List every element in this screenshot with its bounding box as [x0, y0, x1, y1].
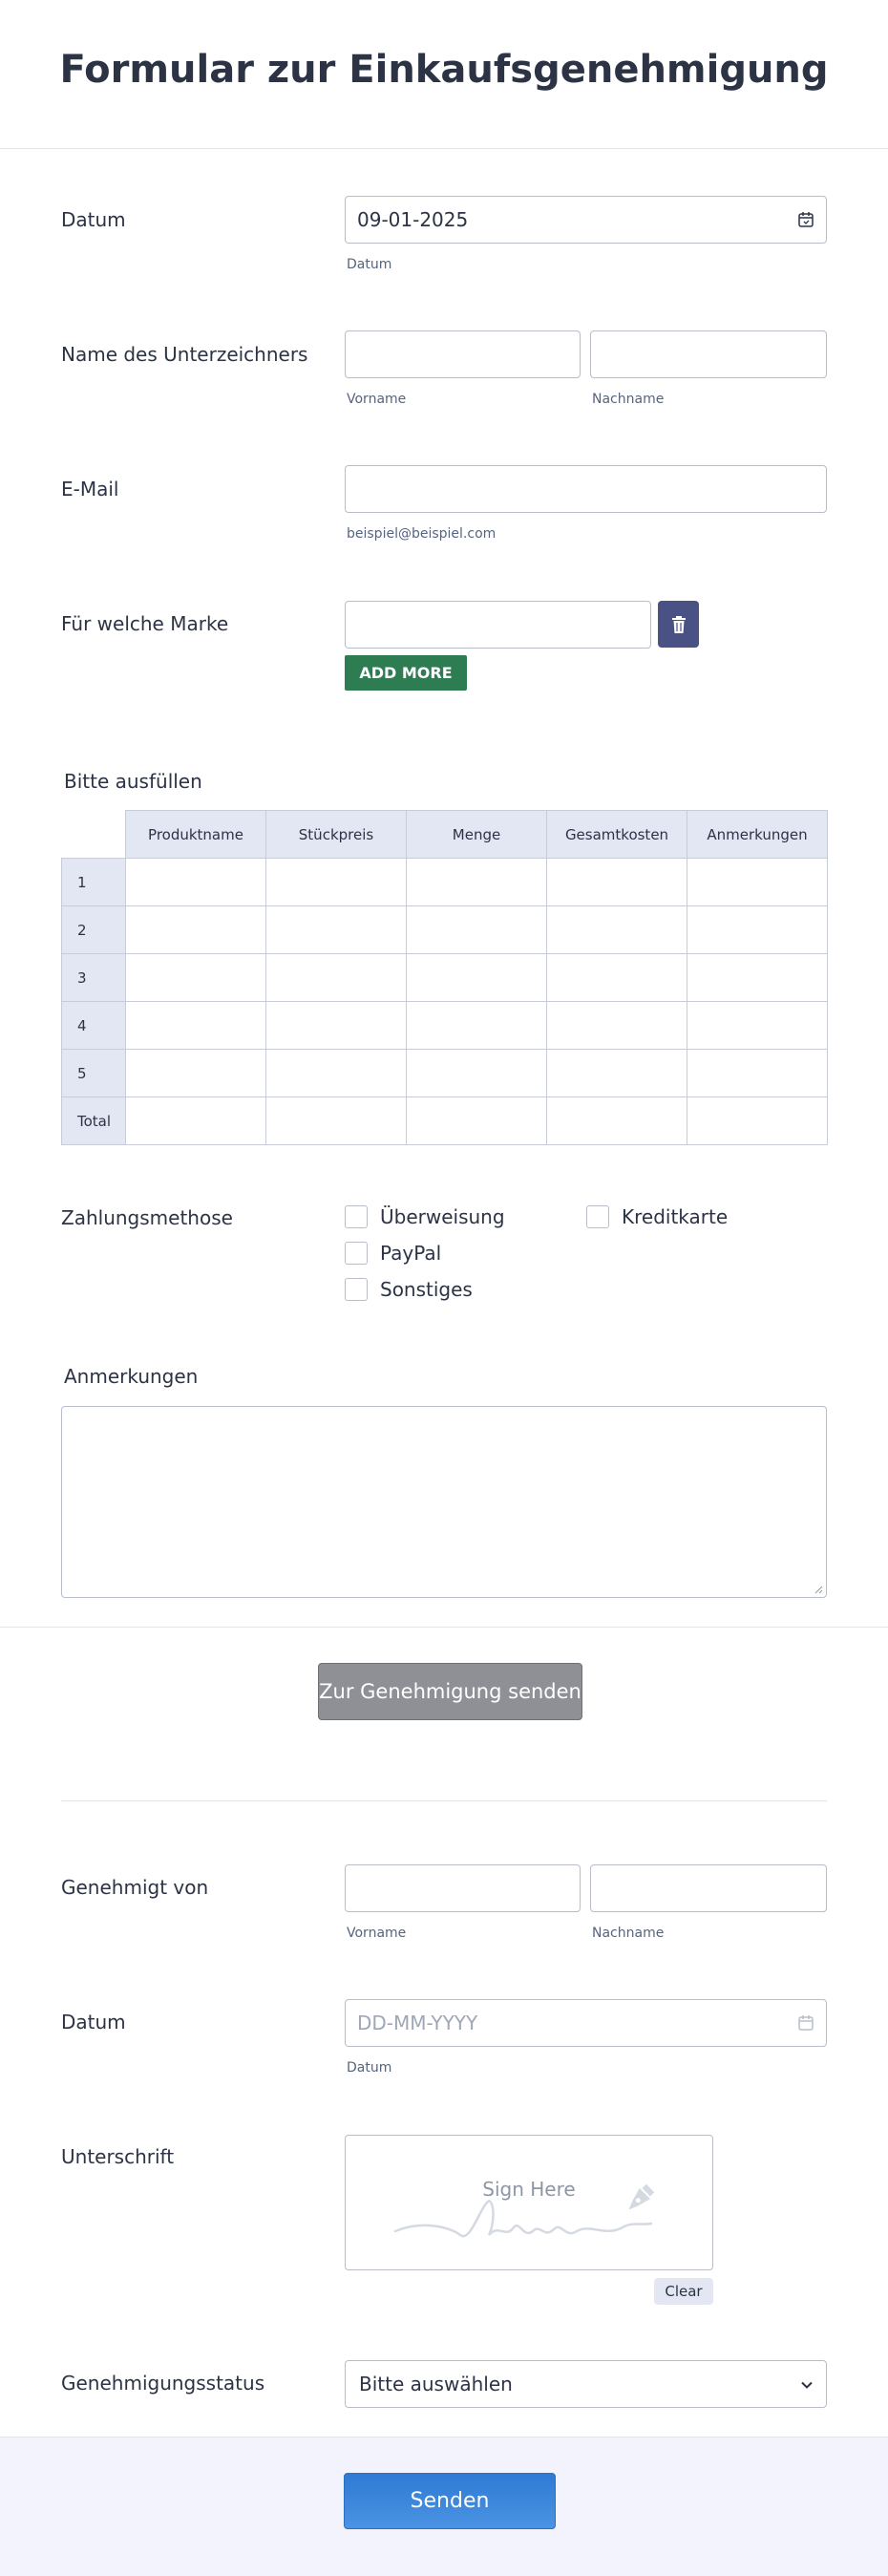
date-value: 09-01-2025 — [357, 208, 469, 231]
approval-date-label: Datum — [61, 2011, 126, 2033]
matrix-row-header: 3 — [62, 954, 126, 1002]
matrix-cell-input[interactable] — [266, 906, 407, 954]
matrix-cell-input[interactable] — [126, 1002, 266, 1050]
matrix-row-header: Total — [62, 1097, 126, 1145]
submit-button[interactable]: Senden — [344, 2473, 556, 2529]
delete-brand-button[interactable] — [658, 601, 699, 648]
matrix-column-header: Gesamtkosten — [547, 811, 687, 859]
payment-option-credit-card[interactable] — [586, 1205, 728, 1228]
matrix-column-header: Menge — [407, 811, 547, 859]
matrix-cell-input[interactable] — [126, 1050, 266, 1097]
matrix-cell-input[interactable] — [407, 1050, 547, 1097]
matrix-cell-input[interactable] — [687, 859, 828, 906]
notes-label: Anmerkungen — [64, 1365, 199, 1388]
matrix-cell-input[interactable] — [407, 1002, 547, 1050]
section-divider — [61, 1800, 827, 1801]
matrix-cell-input[interactable] — [547, 859, 687, 906]
matrix-row-header: 2 — [62, 906, 126, 954]
checkbox[interactable] — [345, 1242, 368, 1265]
approval-status-select[interactable] — [345, 2360, 827, 2408]
matrix-cell-input[interactable] — [126, 1097, 266, 1145]
matrix-cell-input[interactable] — [687, 1050, 828, 1097]
form-header — [0, 0, 888, 149]
matrix-cell-input[interactable] — [407, 906, 547, 954]
matrix-column-header: Anmerkungen — [687, 811, 828, 859]
checkbox[interactable] — [586, 1205, 609, 1228]
notes-textarea[interactable] — [61, 1406, 827, 1598]
form-title: Formular zur Einkaufsgenehmigung — [59, 48, 829, 92]
brand-label: Für welche Marke — [61, 612, 229, 635]
add-more-button[interactable]: ADD MORE — [345, 655, 467, 691]
date-input[interactable] — [345, 196, 827, 244]
matrix-row — [62, 906, 828, 954]
approver-last-sublabel: Nachname — [592, 1926, 665, 1941]
payment-option-transfer[interactable] — [345, 1205, 505, 1228]
date-label: Datum — [61, 208, 126, 231]
signer-label: Name des Unterzeichners — [61, 343, 308, 366]
matrix-cell-input[interactable] — [547, 1002, 687, 1050]
date-sublabel: Datum — [347, 257, 392, 272]
approver-first-name-input[interactable] — [345, 1864, 581, 1912]
email-sublabel: beispiel@beispiel.com — [347, 526, 497, 542]
product-matrix — [61, 810, 828, 1145]
matrix-cell-input[interactable] — [126, 906, 266, 954]
approval-date-input[interactable] — [345, 1999, 827, 2047]
matrix-column-header: Stückpreis — [266, 811, 407, 859]
clear-signature-button[interactable]: Clear — [654, 2278, 713, 2305]
signer-last-sublabel: Nachname — [592, 392, 665, 407]
matrix-cell-input[interactable] — [687, 1097, 828, 1145]
signer-last-name-input[interactable] — [590, 330, 827, 378]
matrix-row — [62, 1050, 828, 1097]
approval-status-value: Bitte auswählen — [359, 2373, 513, 2395]
matrix-cell-input[interactable] — [547, 954, 687, 1002]
matrix-cell-input[interactable] — [687, 1002, 828, 1050]
payment-option-other[interactable] — [345, 1278, 473, 1301]
payment-option-label: Überweisung — [380, 1205, 505, 1228]
resize-handle-icon[interactable] — [814, 1585, 823, 1594]
matrix-cell-input[interactable] — [407, 954, 547, 1002]
email-input[interactable] — [345, 465, 827, 513]
matrix-corner — [62, 811, 126, 859]
matrix-cell-input[interactable] — [547, 1097, 687, 1145]
checkbox[interactable] — [345, 1205, 368, 1228]
trash-icon — [671, 615, 687, 634]
matrix-cell-input[interactable] — [126, 859, 266, 906]
matrix-cell-input[interactable] — [407, 859, 547, 906]
signature-pad[interactable] — [345, 2135, 713, 2270]
brand-input[interactable] — [345, 601, 651, 649]
matrix-row — [62, 954, 828, 1002]
matrix-cell-input[interactable] — [687, 954, 828, 1002]
matrix-cell-input[interactable] — [266, 1097, 407, 1145]
matrix-cell-input[interactable] — [547, 906, 687, 954]
signature-label: Unterschrift — [61, 2145, 175, 2168]
matrix-row — [62, 1097, 828, 1145]
matrix-cell-input[interactable] — [266, 1050, 407, 1097]
approval-date-sublabel: Datum — [347, 2060, 392, 2076]
payment-option-label: Sonstiges — [380, 1278, 473, 1301]
matrix-row-header: 1 — [62, 859, 126, 906]
section-divider — [0, 1627, 888, 1628]
payment-option-label: PayPal — [380, 1242, 442, 1265]
approver-first-sublabel: Vorname — [347, 1926, 407, 1941]
approval-status-label: Genehmigungsstatus — [61, 2372, 265, 2395]
signer-first-name-input[interactable] — [345, 330, 581, 378]
matrix-cell-input[interactable] — [266, 954, 407, 1002]
signer-first-sublabel: Vorname — [347, 392, 407, 407]
matrix-cell-input[interactable] — [266, 859, 407, 906]
matrix-cell-input[interactable] — [266, 1002, 407, 1050]
payment-option-label: Kreditkarte — [622, 1205, 729, 1228]
approval-date-placeholder: DD-MM-YYYY — [357, 2012, 478, 2034]
matrix-row — [62, 859, 828, 906]
matrix-title: Bitte ausfüllen — [64, 770, 202, 793]
payment-label: Zahlungsmethose — [61, 1206, 233, 1229]
checkbox[interactable] — [345, 1278, 368, 1301]
matrix-cell-input[interactable] — [687, 906, 828, 954]
calendar-icon[interactable] — [797, 211, 814, 228]
matrix-row-header: 4 — [62, 1002, 126, 1050]
matrix-column-header: Produktname — [126, 811, 266, 859]
calendar-icon[interactable] — [797, 2014, 814, 2032]
matrix-cell-input[interactable] — [407, 1097, 547, 1145]
matrix-row — [62, 1002, 828, 1050]
matrix-row-header: 5 — [62, 1050, 126, 1097]
approver-last-name-input[interactable] — [590, 1864, 827, 1912]
approved-by-label: Genehmigt von — [61, 1876, 209, 1899]
pen-nib-icon — [617, 2178, 661, 2222]
payment-option-paypal[interactable] — [345, 1242, 441, 1265]
matrix-header-row — [62, 811, 828, 859]
matrix-cell-input[interactable] — [126, 954, 266, 1002]
send-for-approval-button[interactable]: Zur Genehmigung senden — [318, 1663, 582, 1720]
matrix-cell-input[interactable] — [547, 1050, 687, 1097]
email-label: E-Mail — [61, 478, 119, 500]
chevron-down-icon — [799, 2377, 814, 2393]
signature-hint: Sign Here — [482, 2178, 576, 2201]
